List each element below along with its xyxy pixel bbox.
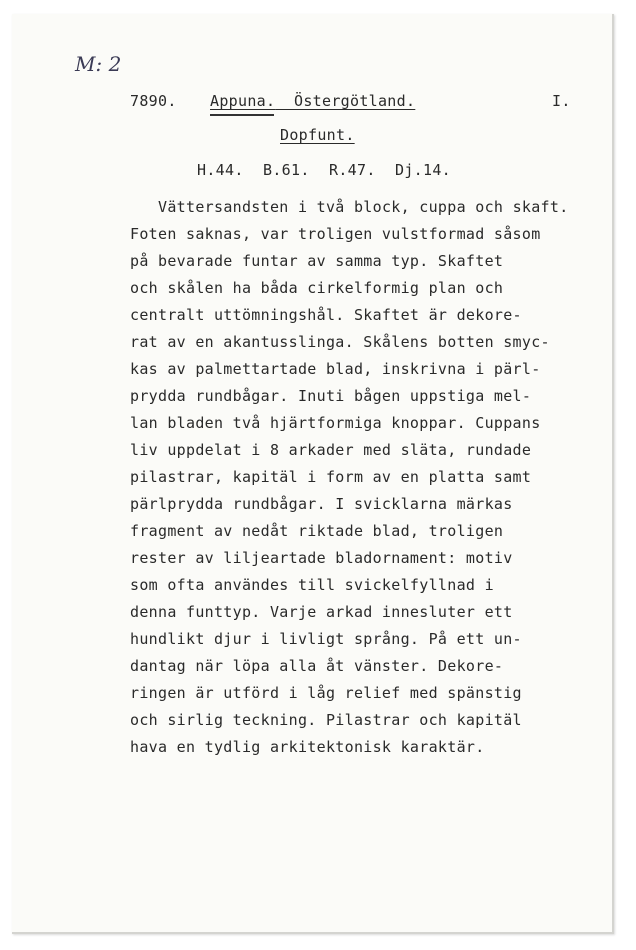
volume-number: I.: [552, 92, 571, 110]
text-line: lan bladen två hjärtformiga knoppar. Cuppans: [130, 414, 541, 432]
text-line: liv uppdelat i 8 arkader med släta, rundade: [130, 441, 532, 459]
text-line: kas av palmettartade blad, inskrivna i pärl-: [130, 360, 541, 378]
text-line: ringen är utförd i låg relief med spänstig: [130, 684, 522, 702]
parish-name: Appuna.: [210, 92, 276, 110]
text-line: hava en tydlig arkitektonisk karaktär.: [130, 738, 485, 756]
dimension-height: H.44.: [197, 161, 244, 179]
text-line: prydda rundbågar. Inuti bågen uppstiga mel-: [130, 387, 532, 405]
catalog-number: 7890.: [130, 92, 177, 110]
index-card: [12, 14, 614, 934]
text-line: fragment av nedåt riktade blad, troligen: [130, 522, 504, 540]
card-header: [12, 92, 612, 114]
object-title: Dopfunt.: [280, 126, 355, 144]
dimension-width: B.61.: [263, 161, 310, 179]
text-line: som ofta användes till svickelfyllnad i: [130, 576, 494, 594]
text-line: denna funttyp. Varje arkad innesluter ett: [130, 603, 513, 621]
province-name: Östergötland.: [294, 92, 416, 110]
text-line: centralt uttömningshål. Skaftet är dekore-: [130, 306, 522, 324]
text-line: Foten saknas, var troligen vulstformad såsom: [130, 225, 541, 243]
dimensions: [197, 161, 451, 179]
dimension-radius: R.47.: [329, 161, 376, 179]
text-line: rat av en akantusslinga. Skålens botten smyc-: [130, 333, 550, 351]
text-line: och sirlig teckning. Pilastrar och kapitäl: [130, 711, 522, 729]
text-line: pärlprydda rundbågar. I svicklarna märkas: [130, 495, 513, 513]
dimension-depth: Dj.14.: [395, 161, 451, 179]
place-heading: [210, 92, 415, 110]
text-line: och skålen ha båda cirkelformig plan och: [130, 279, 504, 297]
text-line: på bevarade funtar av samma typ. Skaftet: [130, 252, 504, 270]
text-line: rester av liljeartade bladornament: motiv: [130, 549, 513, 567]
heading-underline: [210, 114, 274, 116]
text-line: dantag när löpa alla åt vänster. Dekore-: [130, 657, 504, 675]
handwritten-annotation: M: 2: [75, 52, 122, 76]
text-line: hundlikt djur i livligt språng. På ett un-: [130, 630, 522, 648]
text-line: pilastrar, kapitäl i form av en platta samt: [130, 468, 532, 486]
description-text: [130, 194, 610, 761]
text-line: Vättersandsten i två block, cuppa och skaft.: [158, 198, 569, 216]
